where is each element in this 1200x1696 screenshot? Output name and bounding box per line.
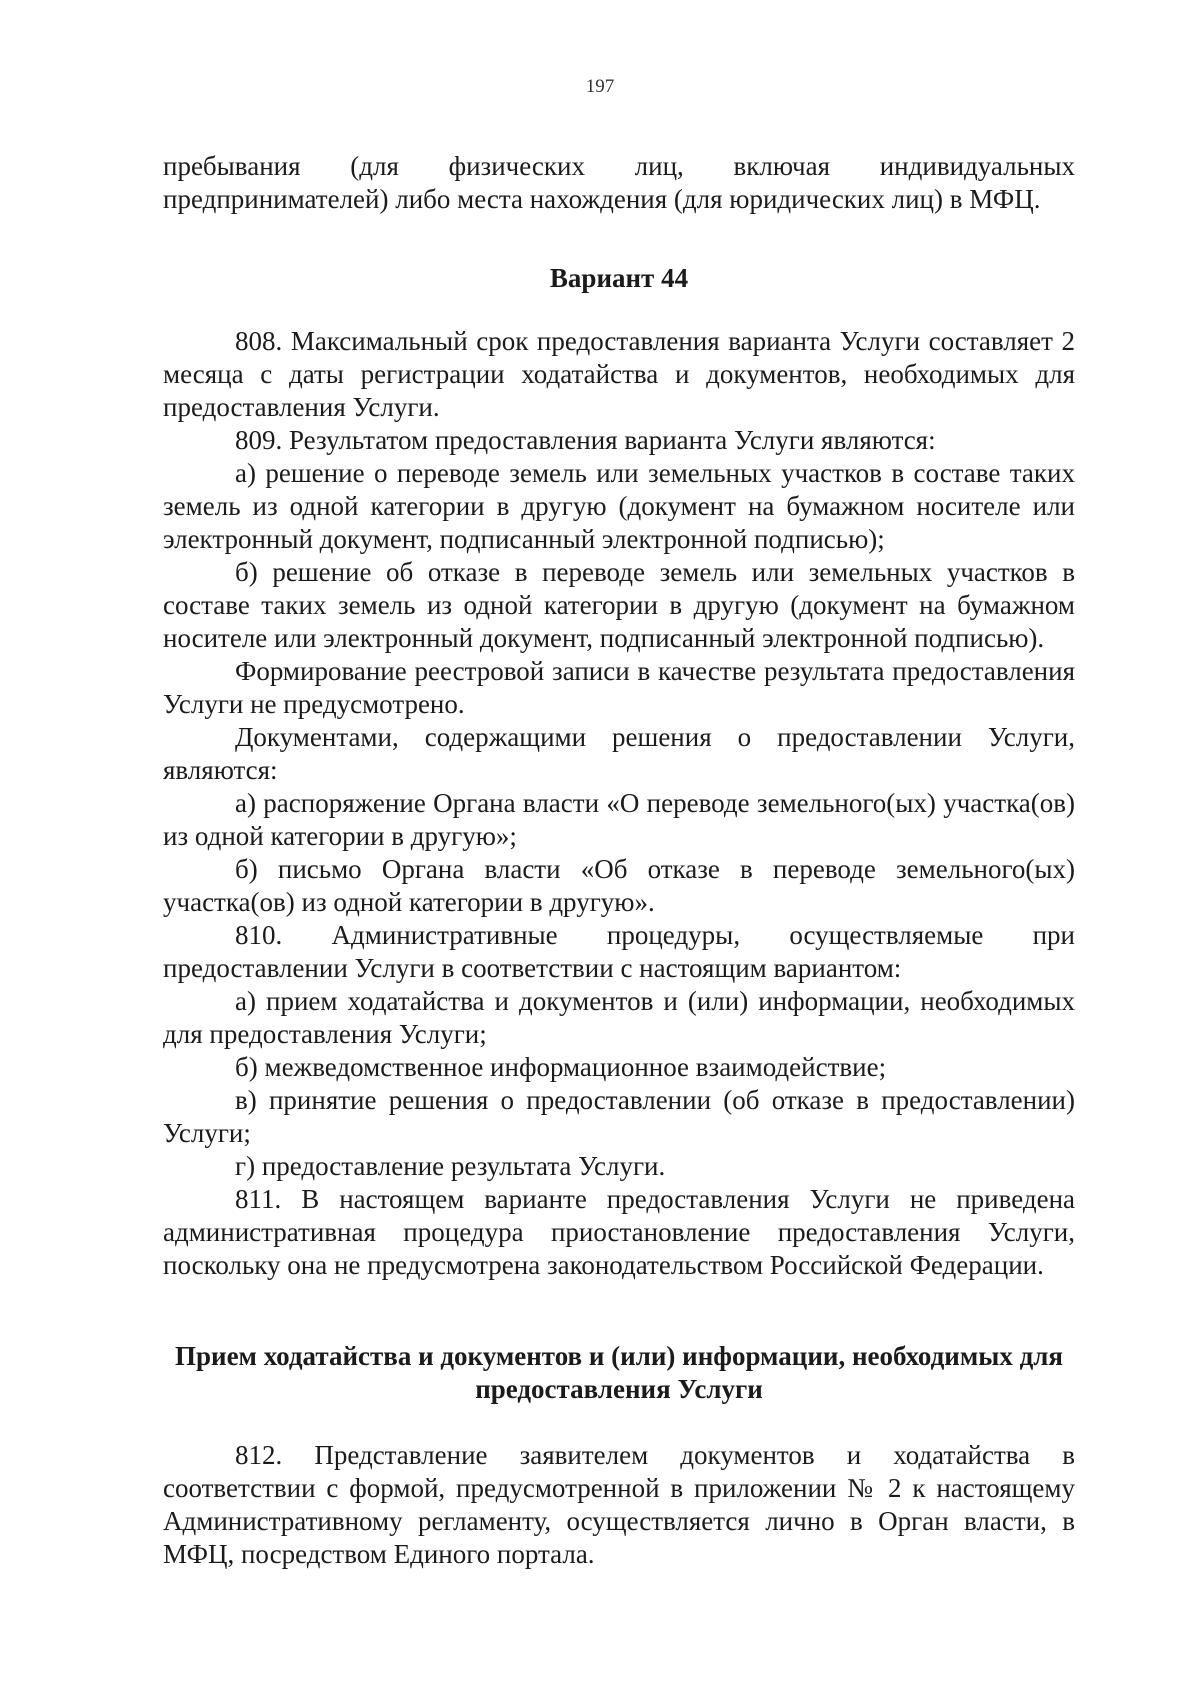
paragraph-continuation: пребывания (для физических лиц, включая индивидуальных предпринимателей) либо места нахождения (для юридических лиц) в МФЦ. <box>163 151 1075 214</box>
paragraph-809: 809. Результатом предоставления варианта Услуги являются: <box>235 425 936 455</box>
paragraph-810-d: г) предоставление результата Услуги. <box>235 1151 666 1181</box>
section-heading-variant-44: Вариант 44 <box>549 263 689 293</box>
paragraph-810: 810. Административные процедуры, осуществляемые при предоставлении Услуги в соответствии с настоящим вариантом: <box>163 920 1075 983</box>
section-heading-application-intake: Прием ходатайства и документов и (или) информации, необходимых для предоставления Услуги <box>175 1341 1063 1404</box>
paragraph-811: 811. В настоящем варианте предоставления Услуги не приведена административная процедура приостановление предоставления Услуги, поскольку она не предусмотрена законодательством Российской Федерации. <box>163 1184 1075 1280</box>
paragraph-810-a: а) прием ходатайства и документов и (или) информации, необходимых для предоставления Услуги; <box>163 986 1075 1049</box>
paragraph-809-b: б) решение об отказе в переводе земель или земельных участков в составе таких земель из одной категории в другую (документ на бумажном носителе или электронный документ, подписанный электронной подписью). <box>163 557 1075 653</box>
document-body <box>163 150 1075 1571</box>
paragraph-810-c: в) принятие решения о предоставлении (об отказе в предоставлении) Услуги; <box>163 1085 1075 1148</box>
paragraph-decision-documents-b: б) письмо Органа власти «Об отказе в переводе земельного(ых) участка(ов) из одной категории в другую». <box>163 854 1075 917</box>
paragraph-810-b: б) межведомственное информационное взаимодействие; <box>235 1052 887 1082</box>
paragraph-808: 808. Максимальный срок предоставления варианта Услуги составляет 2 месяца с даты регистрации ходатайства и документов, необходимых для предоставления Услуги. <box>163 326 1075 422</box>
paragraph-812: 812. Представление заявителем документов и ходатайства в соответствии с формой, предусмотренной в приложении № 2 к настоящему Административному регламенту, осуществляется лично в Орган власти, в МФЦ, посредством Единого портала. <box>163 1440 1075 1569</box>
paragraph-registry-record: Формирование реестровой записи в качестве результата предоставления Услуги не предусмотрено. <box>163 656 1075 719</box>
paragraph-decision-documents: Документами, содержащими решения о предоставлении Услуги, являются: <box>163 722 1075 785</box>
page-number: 197 <box>585 76 615 97</box>
paragraph-decision-documents-a: а) распоряжение Органа власти «О переводе земельного(ых) участка(ов) из одной категории в другую»; <box>163 788 1075 851</box>
paragraph-809-a: а) решение о переводе земель или земельных участков в составе таких земель из одной категории в другую (документ на бумажном носителе или электронный документ, подписанный электронной подписью); <box>163 458 1075 554</box>
